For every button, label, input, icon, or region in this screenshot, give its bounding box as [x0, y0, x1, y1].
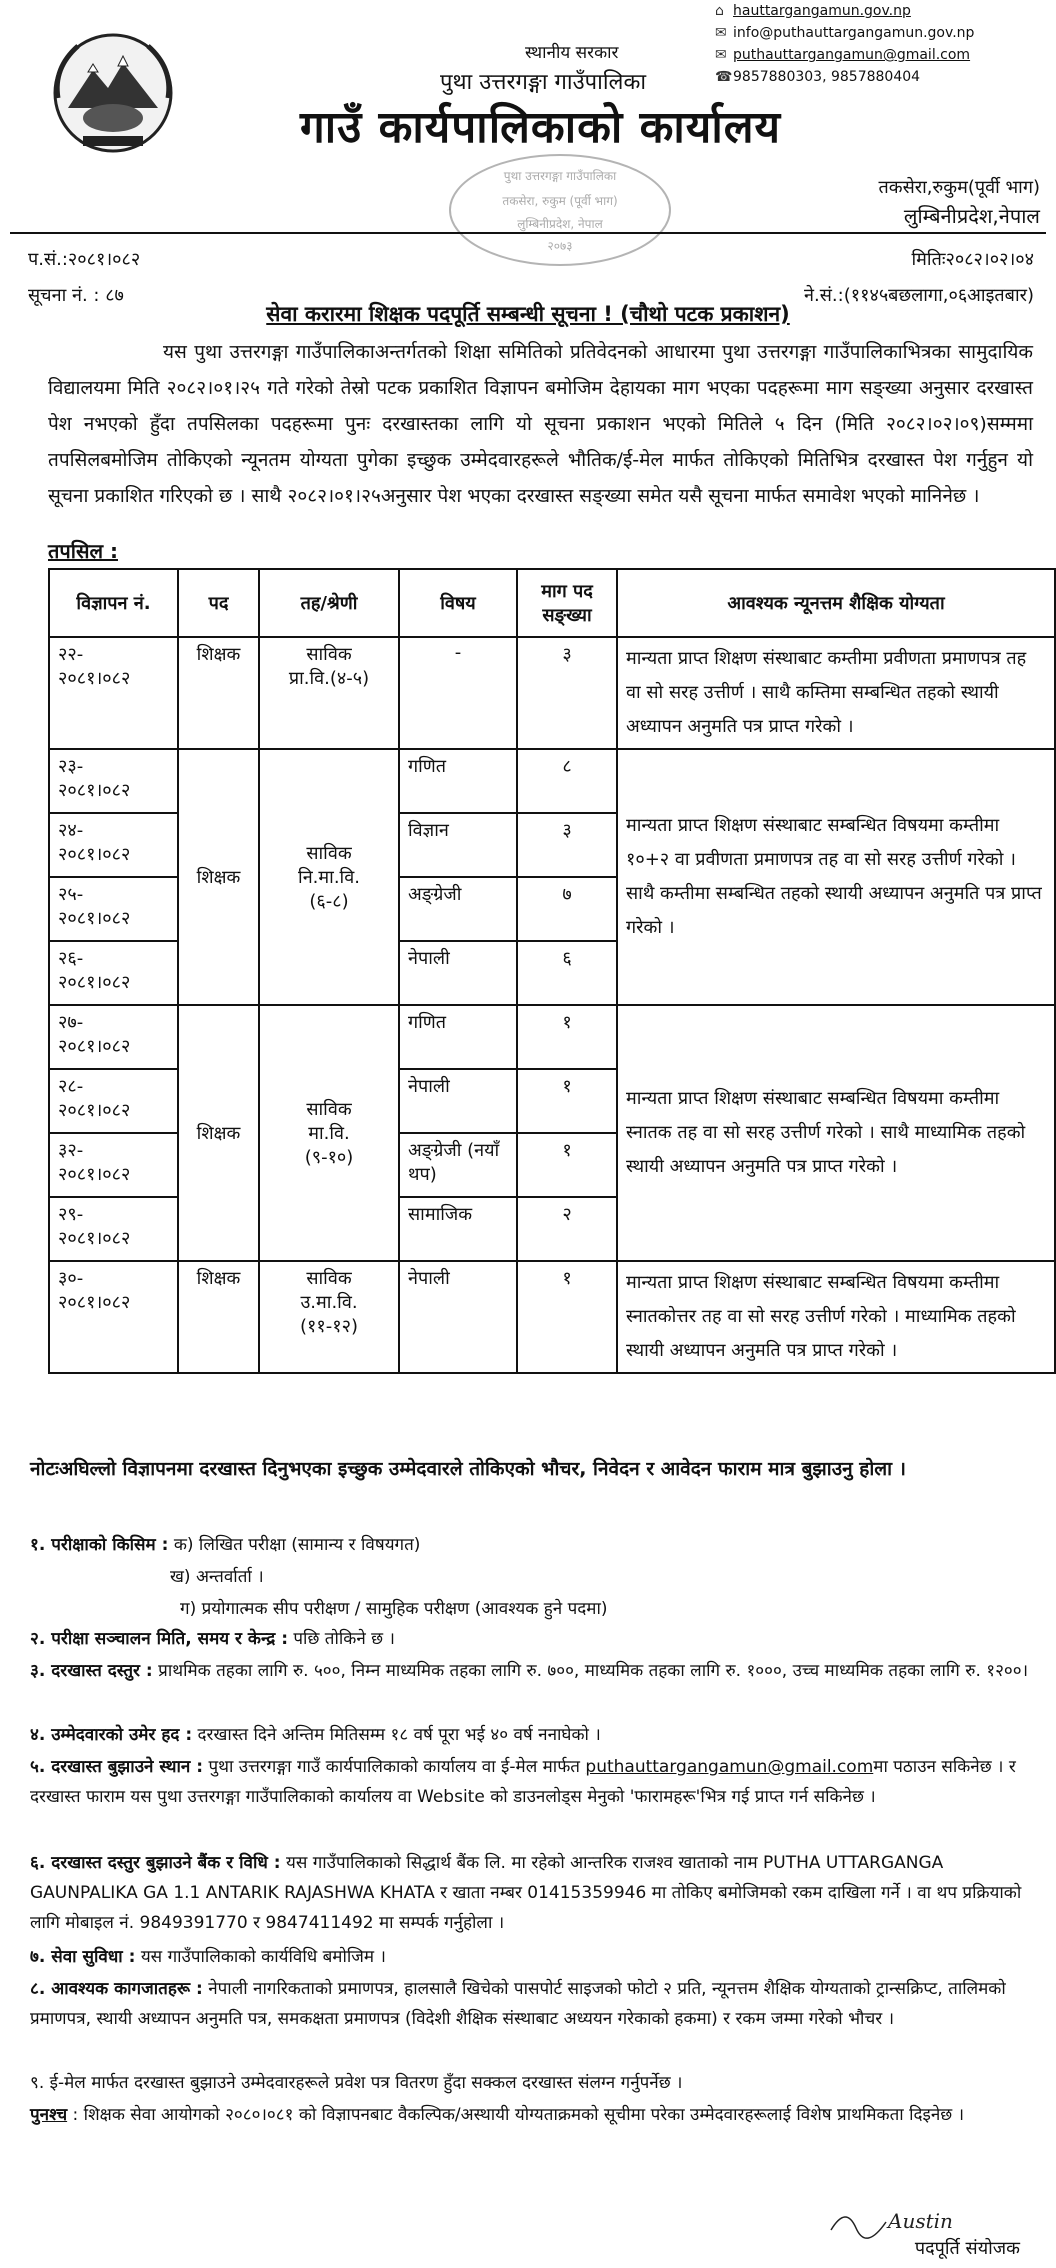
subject-cell: सामाजिक [399, 1197, 517, 1261]
email-info[interactable]: info@puthauttargangamun.gov.np [733, 25, 975, 41]
post-cell: शिक्षक [178, 1261, 259, 1373]
contact-block [715, 0, 974, 88]
count-cell: १ [517, 1069, 617, 1133]
section-8-label: ८. आवश्यक कागजातहरू : [30, 1979, 203, 1999]
ad-number-cell: २९- २०८१।०८२ [49, 1197, 178, 1261]
ad-number-cell: २८- २०८१।०८२ [49, 1069, 178, 1133]
address-line-2: लुम्बिनीप्रदेश,नेपाल [903, 204, 1040, 228]
local-gov-label: स्थानीय सरकार [525, 43, 619, 63]
post-cell: शिक्षक [178, 1005, 259, 1261]
table-row [49, 637, 1055, 749]
section-3-label: ३. दरखास्त दस्तुर : [30, 1661, 153, 1681]
section-5-text-1: पुथा उत्तरगङ्गा गाउँ कार्यपालिकाको कार्यालय वा ई-मेल मार्फत [208, 1757, 580, 1777]
vacancy-table [48, 568, 1056, 1374]
phone-numbers: 9857880303, 9857880404 [733, 69, 921, 85]
subject-cell: नेपाली [399, 941, 517, 1005]
intro-paragraph [48, 334, 1033, 514]
level-cell: साविक मा.वि. (९-१०) [259, 1005, 399, 1261]
section-5 [30, 1752, 1030, 1812]
section-1-b: ख) अन्तर्वार्ता । [170, 1567, 264, 1587]
ad-number-cell: २५- २०८१।०८२ [49, 877, 178, 941]
signatory-title: पदपूर्ति संयोजक [914, 2238, 1020, 2259]
section-1-a: क) लिखित परीक्षा (सामान्य र विषयगत) [173, 1535, 421, 1555]
notice-title: सेवा करारमा शिक्षक पदपूर्ति सम्बन्धी सूचना ! (चौथो पटक प्रकाशन) [266, 302, 790, 326]
subject-cell: - [399, 637, 517, 749]
section-3 [30, 1656, 1030, 1686]
section-6 [30, 1848, 1030, 1938]
level-cell: साविक प्रा.वि.(४-५) [259, 637, 399, 749]
col-header-subject: विषय [399, 569, 517, 637]
ad-number-cell: ३०- २०८१।०८२ [49, 1261, 178, 1373]
address-line-1: तकसेरा,रुकुम(पूर्वी भाग) [878, 177, 1040, 198]
count-cell: ८ [517, 749, 617, 813]
ad-number-cell: २३- २०८१।०८२ [49, 749, 178, 813]
count-cell: २ [517, 1197, 617, 1261]
table-row [49, 1261, 1055, 1373]
stamp-line-4: २०७३ [547, 239, 573, 253]
signature-text: Austin [888, 2209, 953, 2233]
table-row [49, 1005, 1055, 1069]
globe-icon: ⌂ [715, 3, 724, 19]
note-text: नोटःअघिल्लो विज्ञापनमा दरखास्त दिनुभएका इच्छुक उम्मेदवारले तोकिएको भौचर, निवेदन र आवेदन फाराम मात्र बुझाउनु होला । [30, 1458, 906, 1480]
section-5-text-2: मा पठाउन सकिनेछ । र दरखास्त फाराम यस पुथा उत्तरगङ्गा गाउँपालिकाको कार्यालय वा Website को डाउनलोड्स मेनुको 'फारामहरू'भित्र गई प्राप्त गर्न सकिनेछ । [30, 1757, 1016, 1807]
subject-cell: अङ्ग्रेजी (नयाँ थप) [399, 1133, 517, 1197]
section-8-text: नेपाली नागरिकताको प्रमाणपत्र, हालसालै खिचेको पासपोर्ट साइजको फोटो २ प्रति, न्यूनत्तम शैक्षिक योग्यताको ट्रान्सक्रिप्ट, तालिमको प्रमाणपत्र, स्थायी अध्यापन अनुमति पत्र, समकक्षता प्रमाणपत्र (विदेशी शैक्षिक संस्थाबाट अध्ययन गरेकाको हकमा) र रकम जम्मा गरेको भौचर । [30, 1979, 1006, 2029]
header-divider [10, 232, 1046, 234]
notice-number: सूचना नं. : ८७ [28, 285, 124, 306]
qualification-cell: मान्यता प्राप्त शिक्षण संस्थाबाट सम्बन्धित विषयमा कम्तीमा १०+२ वा प्रवीणता प्रमाणपत्र तह वा सो सरह उत्तीर्ण गरेको । साथै कम्तीमा सम्बन्धित तहको स्थायी अध्यापन अनुमति पत्र प्राप्त गरेको । [617, 749, 1055, 1005]
count-cell: ७ [517, 877, 617, 941]
section-7-label: ७. सेवा सुविधा : [30, 1947, 136, 1967]
office-title: गाउँ कार्यपालिकाको कार्यालय [300, 102, 782, 153]
section-1-c: ग) प्रयोगात्मक सीप परीक्षण / सामुहिक परीक्षण (आवश्यक हुने पदमा) [180, 1599, 608, 1619]
website-link[interactable]: hauttargangamun.gov.np [733, 3, 911, 19]
qualification-cell: मान्यता प्राप्त शिक्षण संस्थाबाट कम्तीमा प्रवीणता प्रमाणपत्र तह वा सो सरह उत्तीर्ण । साथै कम्तिमा सम्बन्धित तहको स्थायी अध्यापन अनुमति पत्र प्राप्त गरेको । [617, 637, 1055, 749]
stamp-line-1: पुथा उत्तरगङ्गा गाउँपालिका [503, 169, 617, 183]
table-row [49, 749, 1055, 813]
post-cell: शिक्षक [178, 637, 259, 749]
office-stamp [440, 150, 680, 270]
subject-cell: गणित [399, 1005, 517, 1069]
col-header-count: माग पद सङ्ख्या [517, 569, 617, 637]
tapsil-label: तपसिल : [48, 539, 118, 563]
subject-cell: गणित [399, 749, 517, 813]
signature-icon [826, 2200, 1006, 2240]
count-cell: १ [517, 1133, 617, 1197]
mail-icon: ✉ [715, 25, 727, 41]
level-cell: साविक नि.मा.वि. (६-८) [259, 749, 399, 1005]
email-gmail[interactable]: puthauttargangamun@gmail.com [733, 47, 971, 63]
nepal-sambat-date: ने.सं.:(११४५बछलागा,०६आइतबार) [804, 285, 1034, 306]
qualification-cell: मान्यता प्राप्त शिक्षण संस्थाबाट सम्बन्धित विषयमा कम्तीमा स्नातकोत्तर तह वा सो सरह उत्तीर्ण गरेको । माध्यामिक तहको स्थायी अध्यापन अनुमति पत्र प्राप्त गरेको । [617, 1261, 1055, 1373]
section-2-text: पछि तोकिने छ । [293, 1629, 395, 1649]
section-5-email-link[interactable]: puthauttargangamun@gmail.com [585, 1757, 874, 1777]
section-1-label: १. परीक्षाको किसिम : [30, 1535, 169, 1555]
ad-number-cell: २४- २०८१।०८२ [49, 813, 178, 877]
col-header-level: तह/श्रेणी [259, 569, 399, 637]
nepal-emblem-icon [48, 28, 178, 158]
stamp-icon [440, 150, 680, 270]
section-2 [30, 1624, 1030, 1654]
section-4-label: ४. उम्मेदवारको उमेर हद : [30, 1725, 193, 1745]
section-4 [30, 1720, 1030, 1750]
section-9: ९. ई-मेल मार्फत दरखास्त बुझाउने उम्मेदवारहरूले प्रवेश पत्र वितरण हुँदा सक्कल दरखास्त संलग्न गर्नुपर्नेछ । [30, 2073, 683, 2093]
count-cell: ३ [517, 813, 617, 877]
subject-cell: विज्ञान [399, 813, 517, 877]
section-3-text: प्राथमिक तहका लागि रु. ५००, निम्न माध्यमिक तहका लागि रु. ७००, माध्यमिक तहका लागि रु. १०००, उच्च माध्यमिक तहका लागि रु. १२००। [158, 1661, 1029, 1681]
level-cell: साविक उ.मा.वि. (११-१२) [259, 1261, 399, 1373]
subject-cell: अङ्ग्रेजी [399, 877, 517, 941]
section-4-text: दरखास्त दिने अन्तिम मितिसम्म १८ वर्ष पूरा भई ४० वर्ष ननाघेको । [197, 1725, 601, 1745]
subject-cell: नेपाली [399, 1069, 517, 1133]
table-header-row [49, 569, 1055, 637]
mail-icon: ✉ [715, 47, 727, 63]
section-6-text: यस गाउँपालिकाको सिद्धार्थ बैंक लि. मा रहेको आन्तरिक राजश्व खाताको नाम PUTHA UTTARGANGA GAUNPALIKA GA 1.1 ANTARIK RAJASHWA KHATA र खाता नम्बर 01415359946 मा तोकिए बमोजिमको रकम दाखिला गर्ने । वा थप प्रक्रियाको लागि मोबाइल नं. 9849391770 र 9847411492 मा सम्पर्क गर्नुहोला । [30, 1853, 1022, 1933]
section-7 [30, 1942, 1030, 1972]
count-cell: १ [517, 1261, 617, 1373]
count-cell: १ [517, 1005, 617, 1069]
section-5-label: ५. दरखास्त बुझाउने स्थान : [30, 1757, 204, 1777]
section-7-text: यस गाउँपालिकाको कार्यविधि बमोजिम । [140, 1947, 386, 1967]
section-6-label: ६. दरखास्त दस्तुर बुझाउने बैंक र विधि : [30, 1853, 281, 1873]
notice-date: मितिः२०८२।०२।०४ [911, 249, 1034, 270]
section-8 [30, 1974, 1030, 2034]
subject-cell: नेपाली [399, 1261, 517, 1373]
intro-text: यस पुथा उत्तरगङ्गा गाउँपालिकाअन्तर्गतको शिक्षा समितिको प्रतिवेदनको आधारमा पुथा उत्तरगङ्गा गाउँपालिकाभित्रका सामुदायिक विद्यालयमा मिति २०८२।०१।२५ गते गरेको तेस्रो पटक प्रकाशित विज्ञापन बमोजिम देहायका माग भएका पदहरूमा माग सङ्ख्या अनुसार दरखास्त पेश नभएको हुँदा तपसिलका पदहरूमा पुनः दरखास्तका लागि यो सूचना प्रकाशन भएको मितिले ५ दिन (मिति २०८२।०२।०९)सम्ममा तपसिलबमोजिम तोकिएको न्यूनतम योग्यता पुगेका इच्छुक उम्मेदवारहरूले भौतिक/ई-मेल मार्फत तोकिएको मितिभित्र दरखास्त पेश गर्नुहुन यो सूचना प्रकाशित गरिएको छ । साथै २०८२।०१।२५अनुसार पेश भएका दरखास्त सङ्ख्या समेत यसै सूचना मार्फत समावेश भएको मानिनेछ । [48, 341, 1033, 507]
stamp-line-2: तकसेरा, रुकुम (पूर्वी भाग) [502, 194, 618, 208]
count-cell: ३ [517, 637, 617, 749]
col-header-qualification: आवश्यक न्यूनत्तम शैक्षिक योग्यता [617, 569, 1055, 637]
ps-label: पुनश्च [30, 2105, 68, 2125]
section-2-label: २. परीक्षा सञ्चालन मिति, समय र केन्द्र : [30, 1629, 288, 1649]
phone-icon: ☎ [715, 69, 733, 85]
municipality-name: पुथा उत्तरगङ्गा गाउँपालिका [440, 70, 647, 95]
count-cell: ६ [517, 941, 617, 1005]
stamp-line-3: लुम्बिनीप्रदेश, नेपाल [517, 217, 603, 231]
col-header-post: पद [178, 569, 259, 637]
fiscal-year: प.सं.:२०८१।०८२ [28, 249, 141, 270]
qualification-cell: मान्यता प्राप्त शिक्षण संस्थाबाट सम्बन्धित विषयमा कम्तीमा स्नातक तह वा सो सरह उत्तीर्ण गरेको । साथै माध्यामिक तहको स्थायी अध्यापन अनुमति पत्र प्राप्त गरेको । [617, 1005, 1055, 1261]
ps-text: : शिक्षक सेवा आयोगको २०८०।०८१ को विज्ञापनबाट वैकल्पिक/अस्थायी योग्यताक्रमको सूचीमा परेका उम्मेदवारहरूलाई विशेष प्राथमिकता दिइनेछ । [72, 2105, 965, 2125]
ad-number-cell: ३२- २०८१।०८२ [49, 1133, 178, 1197]
ad-number-cell: २२- २०८१।०८२ [49, 637, 178, 749]
ad-number-cell: २६- २०८१।०८२ [49, 941, 178, 1005]
post-cell: शिक्षक [178, 749, 259, 1005]
col-header-ad-no: विज्ञापन नं. [49, 569, 178, 637]
section-1 [30, 1530, 1030, 1560]
section-ps [30, 2100, 1030, 2130]
ad-number-cell: २७- २०८१।०८२ [49, 1005, 178, 1069]
